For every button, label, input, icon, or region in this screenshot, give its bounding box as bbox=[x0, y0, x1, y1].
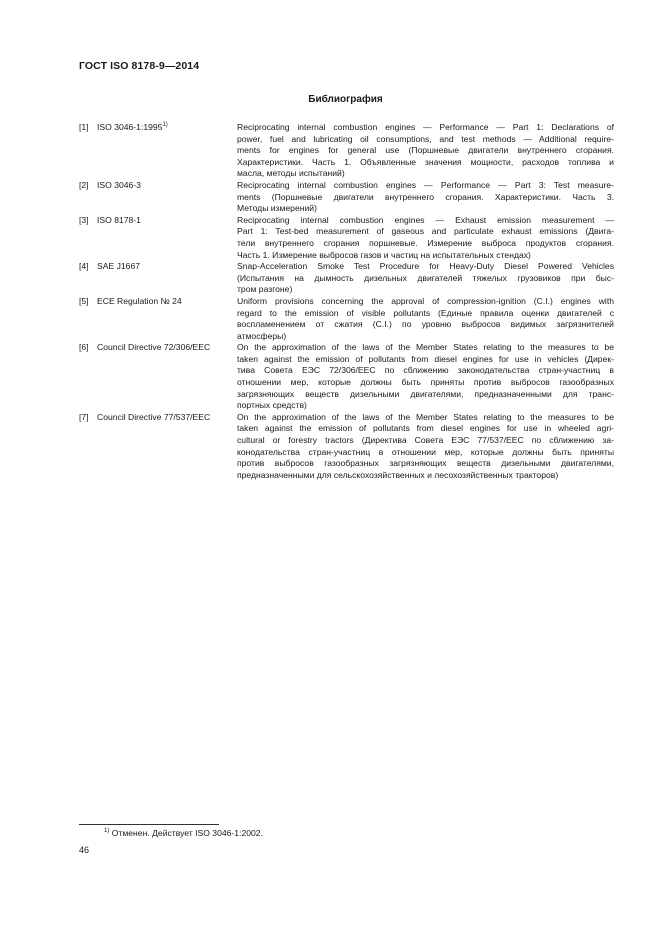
entry-reference-text: ISO 3046-3 bbox=[97, 179, 141, 190]
entry-reference bbox=[97, 261, 237, 296]
entry-reference-text: SAE J1667 bbox=[97, 261, 140, 272]
entry-description-line: против выбросов газообразных загрязняющих веществ дизельными двигателями, bbox=[237, 458, 614, 469]
entry-reference bbox=[97, 412, 237, 482]
entry-reference bbox=[97, 215, 237, 261]
entry-description bbox=[237, 180, 614, 215]
entry-description-line: taken against the emission of pollutants from diesel engines for use in vehicles (Дирек- bbox=[237, 353, 614, 364]
bibliography-entry bbox=[79, 296, 614, 342]
entry-reference bbox=[97, 122, 237, 180]
footnote-text: Отменен. Действует ISO 3046-1:2002. bbox=[111, 828, 263, 838]
bibliography-title: Библиография bbox=[308, 94, 383, 105]
entry-description bbox=[237, 412, 614, 482]
entry-reference bbox=[97, 296, 237, 342]
bibliography-entry bbox=[79, 122, 614, 180]
entry-description bbox=[237, 122, 614, 180]
entry-description-line: cultural or forestry tractors (Директива Совета ЕЭС 77/537/EEC по сближению за- bbox=[237, 435, 614, 446]
entry-reference bbox=[97, 180, 237, 215]
entry-description-line: taken against the emission of pollutants from diesel engines for use in wheeled agri- bbox=[237, 423, 614, 434]
page-number: 46 bbox=[79, 845, 90, 855]
footnote-marker: 1) bbox=[104, 828, 110, 835]
bibliography-entry bbox=[79, 215, 614, 261]
entry-description-line: Uniform provisions concerning the approval of compression-ignition (C.I.) engines with bbox=[237, 295, 614, 306]
entry-reference-text: ECE Regulation № 24 bbox=[97, 295, 182, 306]
entry-description-line: On the approximation of the laws of the Member States relating to the measures to be bbox=[237, 342, 614, 353]
entry-description-line: загрязняющих веществ дизельными двигателями, предназначенными для транс- bbox=[237, 388, 614, 399]
entry-reference bbox=[97, 342, 237, 412]
entry-number: [1] bbox=[79, 122, 89, 132]
entry-reference-text: Council Directive 72/306/EEC bbox=[97, 342, 211, 353]
entry-description-line: тром разгоне) bbox=[237, 284, 293, 295]
entry-description-line: (Испытания на дымность дизельных двигателей тяжелых грузовиков при быс- bbox=[237, 272, 614, 283]
entry-reference-text: ISO 8178-1 bbox=[97, 214, 141, 225]
entry-description-line: масла, методы испытаний) bbox=[237, 168, 345, 179]
entry-footnote-marker: 1) bbox=[162, 122, 168, 129]
entry-number: [7] bbox=[79, 411, 89, 422]
entry-description-line: ments (Поршневые двигатели внутреннего сгорания. Характеристики. Часть 3. bbox=[237, 191, 614, 202]
entry-description-line: Часть 1. Измерение выбросов газов и частиц на испытательных стендах) bbox=[237, 249, 531, 260]
entry-description-line: конодательства стран-участниц в отношении мер, которые должны быть приняты bbox=[237, 446, 614, 457]
entry-description-line: regard to the emission of visible pollutants (Единые правила оценки двигателей с bbox=[237, 307, 614, 318]
entry-description-line: предназначенными для сельскохозяйственных и лесохозяйственных тракторов) bbox=[237, 469, 559, 480]
entry-number: [4] bbox=[79, 261, 89, 272]
bibliography-entry bbox=[79, 180, 614, 215]
entry-description bbox=[237, 296, 614, 342]
entry-number: [6] bbox=[79, 342, 89, 353]
entry-description-line: тели внутреннего сгорания поршневые. Измерение выброса продуктов сгорания. bbox=[237, 237, 614, 248]
entry-description-line: ments for engines for general use (Поршневые двигатели внутреннего сгорания. bbox=[237, 145, 614, 156]
entry-number: [3] bbox=[79, 214, 89, 225]
entry-description-line: Snap-Acceleration Smoke Test Procedure for Heavy-Duty Diesel Powered Vehicles bbox=[237, 261, 614, 272]
entry-reference-text: Council Directive 77/537/EEC bbox=[97, 411, 211, 422]
entry-description-line: отношении мер, которые должны быть приняты против выбросов газообразных bbox=[237, 377, 614, 388]
bibliography-entry bbox=[79, 412, 614, 482]
bibliography-entry bbox=[79, 261, 614, 296]
entry-description bbox=[237, 215, 614, 261]
entry-description-line: атмосферы) bbox=[237, 330, 287, 341]
entry-description-line: портных средств) bbox=[237, 400, 307, 411]
entry-number: [5] bbox=[79, 295, 89, 306]
entry-description-line: Методы измерений) bbox=[237, 203, 317, 214]
entry-description bbox=[237, 261, 614, 296]
footnote-divider bbox=[79, 824, 219, 825]
entry-description-line: Reciprocating internal combustion engines — Performance — Part 3: Test measure- bbox=[237, 179, 614, 190]
entry-description-line: Reciprocating internal combustion engines — Performance — Part 1: Declarations of bbox=[237, 122, 614, 132]
footnote bbox=[104, 828, 263, 838]
entry-description bbox=[237, 342, 614, 412]
entry-reference-text: ISO 3046-1:1995 bbox=[97, 122, 163, 132]
bibliography-list bbox=[79, 122, 614, 481]
entry-number: [2] bbox=[79, 179, 89, 190]
document-header: ГОСТ ISO 8178-9—2014 bbox=[79, 60, 200, 72]
entry-description-line: Part 1: Test-bed measurement of gaseous and particulate exhaust emissions (Двига- bbox=[237, 226, 614, 237]
bibliography-entry bbox=[79, 342, 614, 412]
entry-description-line: On the approximation of the laws of the Member States relating to the measures to be bbox=[237, 411, 614, 422]
entry-description-line: Reciprocating internal combustion engines — Exhaust emission measurement — bbox=[237, 214, 614, 225]
entry-description-line: тива Совета ЕЭС 72/306/EEC по сближению законодательства стран-участниц в bbox=[237, 365, 614, 376]
entry-description-line: воспламенением от сжатия (C.I.) по уровню выбросов видимых загрязнителей bbox=[237, 319, 614, 330]
entry-description-line: Характеристики. Часть 1. Объявленные значения мощности, расходов топлива и bbox=[237, 156, 614, 167]
entry-description-line: power, fuel and lubricating oil consumptions, and test methods — Additional require- bbox=[237, 133, 614, 144]
